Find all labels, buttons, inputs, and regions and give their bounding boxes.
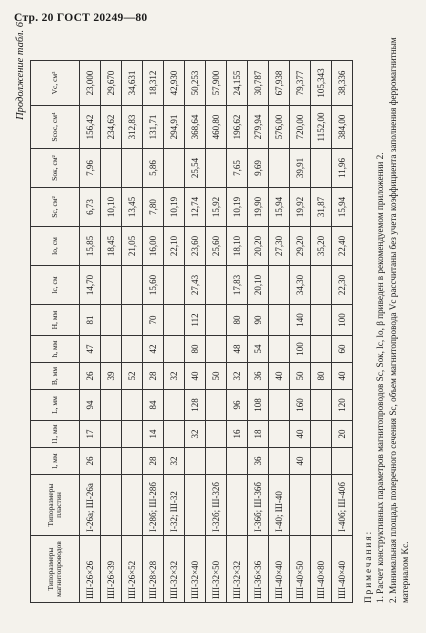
table-cell bbox=[311, 305, 332, 336]
table-cell bbox=[311, 149, 332, 188]
table-cell: 720,00 bbox=[290, 106, 311, 149]
table-cell: ШI-40×50 bbox=[290, 536, 311, 603]
table-cell: ШI-26×26 bbox=[80, 536, 101, 603]
table-cell: ШI-32×50 bbox=[206, 536, 227, 603]
table-cell bbox=[269, 149, 290, 188]
col-header: Sc, см² bbox=[31, 188, 80, 227]
table-cell: I-32; Ш-32 bbox=[164, 475, 185, 536]
table-cell: ШI-26×52 bbox=[122, 536, 143, 603]
table-cell: 79,377 bbox=[290, 61, 311, 106]
table-cell bbox=[311, 266, 332, 305]
table-cell: 67,938 bbox=[269, 61, 290, 106]
table-cell: 131,71 bbox=[143, 106, 164, 149]
table-cell: 15,94 bbox=[332, 188, 353, 227]
table-cell: 52 bbox=[122, 363, 143, 390]
table-cell bbox=[206, 266, 227, 305]
table-cell: 9,69 bbox=[248, 149, 269, 188]
col-header: l1, мм bbox=[31, 421, 80, 448]
table-cell bbox=[311, 336, 332, 363]
col-header: Типоразмеры магнитопроводов bbox=[31, 536, 80, 603]
table-cell: 96 bbox=[227, 390, 248, 421]
table-cell: 29,670 bbox=[101, 61, 122, 106]
table-cell: 20,20 bbox=[248, 227, 269, 266]
table-cell bbox=[122, 336, 143, 363]
table-cell bbox=[101, 475, 122, 536]
table-cell: 100 bbox=[290, 336, 311, 363]
table-cell: 6,73 bbox=[80, 188, 101, 227]
table-cell: 112 bbox=[185, 305, 206, 336]
table-cell: 27,43 bbox=[185, 266, 206, 305]
table-cell bbox=[164, 305, 185, 336]
table-cell: 23,60 bbox=[185, 227, 206, 266]
table-cell: 28 bbox=[143, 448, 164, 475]
table-cell: 368,64 bbox=[185, 106, 206, 149]
table-cell: 14 bbox=[143, 421, 164, 448]
table-cell: 40 bbox=[185, 363, 206, 390]
table-cell bbox=[122, 390, 143, 421]
table-row bbox=[332, 61, 353, 603]
note-1: 1. Расчет конструктивных параметров магнитопроводов Sc, Sок, lc, lо, β приведен в рекомендуемом приложении 2. bbox=[375, 152, 386, 603]
dimensions-table bbox=[30, 60, 353, 603]
table-cell bbox=[269, 266, 290, 305]
table-cell bbox=[290, 475, 311, 536]
table-cell: I-40; Ш-40 bbox=[269, 475, 290, 536]
table-cell: 279,94 bbox=[248, 106, 269, 149]
table-cell: 10,19 bbox=[227, 188, 248, 227]
col-header: lо, см bbox=[31, 227, 80, 266]
table-cell: 21,05 bbox=[122, 227, 143, 266]
table-cell: 294,91 bbox=[164, 106, 185, 149]
table-cell: 22,40 bbox=[332, 227, 353, 266]
table-cell: ШI-40×40 bbox=[269, 536, 290, 603]
table-cell: 234,62 bbox=[101, 106, 122, 149]
table-cell: 11,96 bbox=[332, 149, 353, 188]
col-header: B, мм bbox=[31, 363, 80, 390]
table-cell: 26 bbox=[80, 363, 101, 390]
table-cell: 20,10 bbox=[248, 266, 269, 305]
table-cell bbox=[311, 421, 332, 448]
table-cell: ШI-32×32 bbox=[227, 536, 248, 603]
table-cell: I-26а; Ш-26а bbox=[80, 475, 101, 536]
table-cell: 24,155 bbox=[227, 61, 248, 106]
table-cell bbox=[101, 336, 122, 363]
table-cell: 14,70 bbox=[80, 266, 101, 305]
table-cell: 32 bbox=[164, 363, 185, 390]
table-cell: 60 bbox=[332, 336, 353, 363]
table-cell: 54 bbox=[248, 336, 269, 363]
table-cell: 32 bbox=[185, 421, 206, 448]
note-2: 2. Минимальная площадь поперечного сечения Sc, объем магнитопровода Vc рассчитаны без учета коэффициента заполнения ферромагнитным материалом Kc. bbox=[387, 37, 411, 603]
table-cell: 7,80 bbox=[143, 188, 164, 227]
table-cell: 27,30 bbox=[269, 227, 290, 266]
table-cell bbox=[164, 390, 185, 421]
table-cell: 84 bbox=[143, 390, 164, 421]
table-cell: 47 bbox=[80, 336, 101, 363]
table-row bbox=[185, 61, 206, 603]
table-cell: I-40б; Ш-40б bbox=[332, 475, 353, 536]
table-cell bbox=[122, 448, 143, 475]
table-cell: 38,336 bbox=[332, 61, 353, 106]
table-cell: 31,87 bbox=[311, 188, 332, 227]
table-cell: I-36б; Ш-36б bbox=[248, 475, 269, 536]
table-cell: 48 bbox=[227, 336, 248, 363]
table-cell: 34,30 bbox=[290, 266, 311, 305]
table-cell: 50,253 bbox=[185, 61, 206, 106]
table-cell: I-32б; Ш-32б bbox=[206, 475, 227, 536]
table-cell: 16,00 bbox=[143, 227, 164, 266]
table-row bbox=[80, 61, 101, 603]
table-cell: ШI-28×28 bbox=[143, 536, 164, 603]
table-cell bbox=[164, 421, 185, 448]
table-cell: 10,10 bbox=[101, 188, 122, 227]
table-cell: 36 bbox=[248, 448, 269, 475]
table-cell: 105,343 bbox=[311, 61, 332, 106]
table-cell bbox=[101, 421, 122, 448]
table-cell: ШI-32×40 bbox=[185, 536, 206, 603]
table-cell: 196,62 bbox=[227, 106, 248, 149]
table-cell: 50 bbox=[290, 363, 311, 390]
table-cell: 15,92 bbox=[206, 188, 227, 227]
table-cell: 39,91 bbox=[290, 149, 311, 188]
table-cell bbox=[269, 390, 290, 421]
table-row bbox=[164, 61, 185, 603]
table-cell: 39 bbox=[101, 363, 122, 390]
table-header-row bbox=[31, 61, 80, 603]
table-cell: 35,20 bbox=[311, 227, 332, 266]
table-cell bbox=[269, 305, 290, 336]
table-cell: 29,20 bbox=[290, 227, 311, 266]
table-cell: 80 bbox=[227, 305, 248, 336]
table-cell: 42 bbox=[143, 336, 164, 363]
table-cell bbox=[122, 305, 143, 336]
col-header: lc, см bbox=[31, 266, 80, 305]
table-cell: 15,60 bbox=[143, 266, 164, 305]
table-cell bbox=[227, 475, 248, 536]
table-cell: 460,80 bbox=[206, 106, 227, 149]
table-cell: 70 bbox=[143, 305, 164, 336]
table-cell: 32 bbox=[227, 363, 248, 390]
table-cell: 25,54 bbox=[185, 149, 206, 188]
col-header: H, мм bbox=[31, 305, 80, 336]
table-caption: Продолжение табл. 6 bbox=[15, 22, 26, 120]
col-header: Типоразмеры пластин bbox=[31, 475, 80, 536]
table-cell bbox=[122, 266, 143, 305]
table-cell bbox=[122, 149, 143, 188]
table-cell bbox=[311, 390, 332, 421]
table-row bbox=[311, 61, 332, 603]
table-row bbox=[269, 61, 290, 603]
table-cell: 81 bbox=[80, 305, 101, 336]
table-cell bbox=[185, 475, 206, 536]
table-cell: 13,45 bbox=[122, 188, 143, 227]
table-row bbox=[122, 61, 143, 603]
table-cell: 40 bbox=[269, 363, 290, 390]
col-header: h, мм bbox=[31, 336, 80, 363]
table-cell: ШI-32×32 bbox=[164, 536, 185, 603]
col-header: L, мм bbox=[31, 390, 80, 421]
table-cell: 10,19 bbox=[164, 188, 185, 227]
table-cell bbox=[206, 336, 227, 363]
table-cell bbox=[332, 448, 353, 475]
table-cell bbox=[164, 336, 185, 363]
table-cell: 42,930 bbox=[164, 61, 185, 106]
table-cell bbox=[269, 421, 290, 448]
table-cell: 94 bbox=[80, 390, 101, 421]
table-cell bbox=[227, 448, 248, 475]
table-cell: 120 bbox=[332, 390, 353, 421]
table-cell: 7,65 bbox=[227, 149, 248, 188]
table-cell: 23,000 bbox=[80, 61, 101, 106]
table-cell: 20 bbox=[332, 421, 353, 448]
table-cell: 12,74 bbox=[185, 188, 206, 227]
table-cell: 80 bbox=[185, 336, 206, 363]
table-cell bbox=[164, 266, 185, 305]
table-cell: 160 bbox=[290, 390, 311, 421]
table-cell: 16 bbox=[227, 421, 248, 448]
table-cell bbox=[206, 448, 227, 475]
table-cell: 57,900 bbox=[206, 61, 227, 106]
table-row bbox=[101, 61, 122, 603]
table-cell: 18,45 bbox=[101, 227, 122, 266]
table-row bbox=[248, 61, 269, 603]
col-header: Sсос, см⁴ bbox=[31, 106, 80, 149]
table-cell bbox=[101, 305, 122, 336]
table-cell bbox=[206, 305, 227, 336]
table-cell: 5,86 bbox=[143, 149, 164, 188]
table-cell: 36 bbox=[248, 363, 269, 390]
table-cell bbox=[311, 448, 332, 475]
table-cell: 40 bbox=[332, 363, 353, 390]
table-cell bbox=[269, 448, 290, 475]
table-cell: 156,42 bbox=[80, 106, 101, 149]
table-cell bbox=[185, 448, 206, 475]
table-cell bbox=[122, 421, 143, 448]
table-cell: 32 bbox=[164, 448, 185, 475]
table-row bbox=[227, 61, 248, 603]
table-cell: ШI-26×39 bbox=[101, 536, 122, 603]
table-cell: 7,96 bbox=[80, 149, 101, 188]
table-cell: I-28б; Ш-28б bbox=[143, 475, 164, 536]
col-header: Sок, см² bbox=[31, 149, 80, 188]
table-cell: 18,312 bbox=[143, 61, 164, 106]
table-cell bbox=[164, 149, 185, 188]
table-cell: 50 bbox=[206, 363, 227, 390]
table-cell bbox=[101, 266, 122, 305]
table-cell: 26 bbox=[80, 448, 101, 475]
table-cell: 128 bbox=[185, 390, 206, 421]
table-cell bbox=[269, 336, 290, 363]
table-cell: 18,10 bbox=[227, 227, 248, 266]
table-cell bbox=[206, 390, 227, 421]
table-cell: 108 bbox=[248, 390, 269, 421]
col-header: l, мм bbox=[31, 448, 80, 475]
table-cell: 100 bbox=[332, 305, 353, 336]
table-cell: 19,90 bbox=[248, 188, 269, 227]
table-cell: 15,85 bbox=[80, 227, 101, 266]
table-cell: 40 bbox=[290, 448, 311, 475]
table-cell: 312,83 bbox=[122, 106, 143, 149]
table-cell bbox=[206, 149, 227, 188]
table-cell bbox=[206, 421, 227, 448]
table-cell: 140 bbox=[290, 305, 311, 336]
table-cell bbox=[101, 390, 122, 421]
notes-title: Примечания: bbox=[363, 529, 373, 603]
table-cell: 25,60 bbox=[206, 227, 227, 266]
table-cell: ШI-40×40 bbox=[332, 536, 353, 603]
col-header: Vc, см³ bbox=[31, 61, 80, 106]
table-row bbox=[143, 61, 164, 603]
table-cell: 90 bbox=[248, 305, 269, 336]
table-row bbox=[290, 61, 311, 603]
table-cell: 18 bbox=[248, 421, 269, 448]
table-cell: 28 bbox=[143, 363, 164, 390]
table-cell: 19,92 bbox=[290, 188, 311, 227]
table-cell: 22,30 bbox=[332, 266, 353, 305]
table-cell: ШI-40×80 bbox=[311, 536, 332, 603]
table-row bbox=[206, 61, 227, 603]
table-cell bbox=[122, 475, 143, 536]
table-cell: 576,00 bbox=[269, 106, 290, 149]
notes bbox=[362, 23, 412, 603]
table-cell bbox=[101, 448, 122, 475]
table-cell: 17,83 bbox=[227, 266, 248, 305]
table-cell: 22,10 bbox=[164, 227, 185, 266]
table-cell: 17 bbox=[80, 421, 101, 448]
table-cell: 30,787 bbox=[248, 61, 269, 106]
table-cell: 384,00 bbox=[332, 106, 353, 149]
table-cell: 15,94 bbox=[269, 188, 290, 227]
table-cell bbox=[101, 149, 122, 188]
page-header: Стр. 20 ГОСТ 20249—80 bbox=[14, 12, 148, 24]
table-cell bbox=[311, 475, 332, 536]
table-cell: 34,631 bbox=[122, 61, 143, 106]
table-cell: ШI-36×36 bbox=[248, 536, 269, 603]
table-cell: 40 bbox=[290, 421, 311, 448]
table-cell: 1152,00 bbox=[311, 106, 332, 149]
table-cell: 80 bbox=[311, 363, 332, 390]
